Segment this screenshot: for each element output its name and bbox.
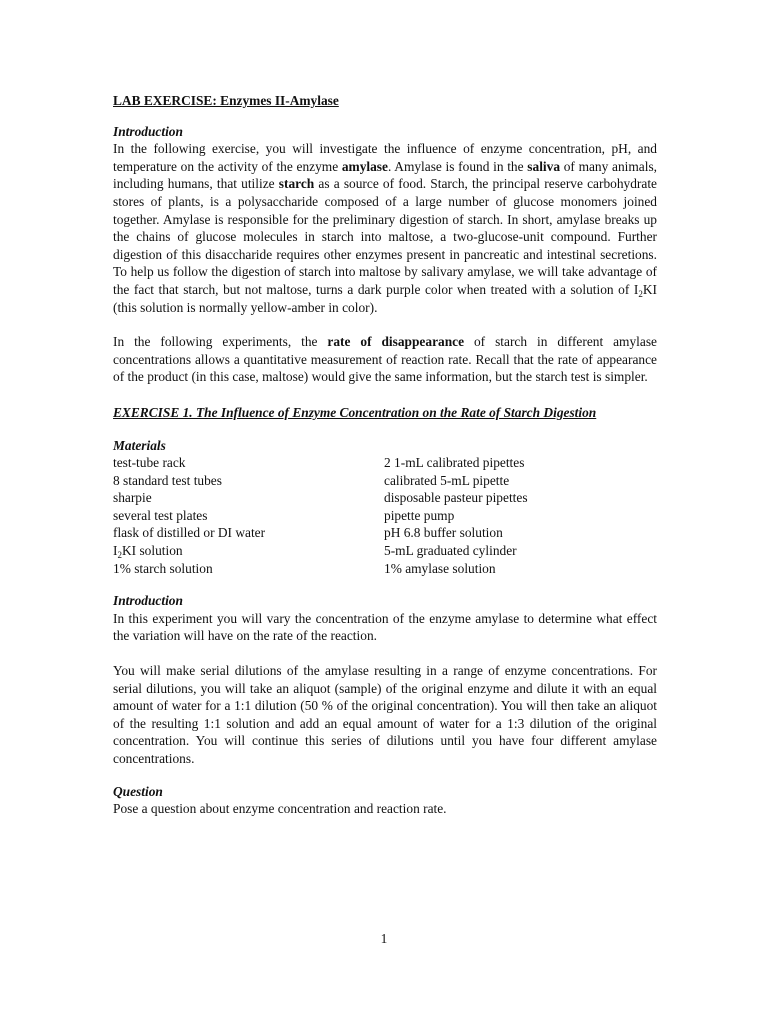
exercise-intro-heading: Introduction <box>113 593 183 609</box>
material-item-i2ki: $I_2KI$ solution <box>113 543 183 561</box>
material-item: disposable pasteur pipettes <box>384 490 528 506</box>
term-starch: starch <box>278 176 315 192</box>
material-item: flask of distilled or DI water <box>113 525 266 541</box>
material-item: 1% starch solution <box>113 560 213 576</box>
text-run: In the following exercise, you will investigate the influence of enzyme concentration, pH, and temperature on the activity of the enzyme <box>113 141 657 174</box>
term-saliva: saliva <box>527 158 561 174</box>
material-item: 8 standard test tubes <box>113 472 222 488</box>
material-item: 5-mL graduated cylinder <box>384 543 517 559</box>
question-text: Pose a question about enzyme concentration and reaction rate. <box>113 801 447 817</box>
intro-paragraph-1 <box>113 140 657 316</box>
question-heading: Question <box>113 783 163 799</box>
text-run: . Amylase is found in the <box>387 158 528 174</box>
exercise-intro-paragraph-2: You will make serial dilutions of the amylase resulting in a range of enzyme concentrations. For serial dilutions, you will take an aliquot (sample) of the original enzyme and dilute it with an equal amount of water for a 1:1 dilution (50 % of the original concentration). You will then take an aliquot of the resulting 1:1 solution and add an equal amount of water for a 1:3 dilution of the original concentration. You will continue this series of dilutions until you have four different amylase concentrations. <box>113 663 657 766</box>
text-run: of starch in different amylase concentrations allows a quantitative measurement of reaction rate. Recall that the rate of appearance of the product (in this case, maltose) would give the same information, but the starch test is simpler. <box>113 334 657 385</box>
term-rate-of-disappearance: rate of disappearance <box>327 334 465 350</box>
subscript-2: 2 <box>638 288 643 299</box>
materials-list <box>113 454 657 577</box>
text-run: (this solution is normally yellow-amber in color). <box>113 299 378 315</box>
exercise-intro-paragraph-1: In this experiment you will vary the concentration of the enzyme amylase to determine what effect the variation will have on the rate of the reaction. <box>113 610 657 644</box>
materials-heading: Materials <box>113 437 166 453</box>
subscript-2: 2 <box>117 550 122 561</box>
material-item: calibrated 5-mL pipette <box>384 472 510 488</box>
material-item: pH 6.8 buffer solution <box>384 525 503 541</box>
page-number: 1 <box>380 931 388 946</box>
iodine-symbol: I <box>633 281 639 297</box>
text-run: In the following experiments, the <box>113 334 328 350</box>
text-run: of many animals, including humans, that utilize <box>113 158 658 192</box>
intro-paragraph-2 <box>113 333 657 386</box>
material-item: several test plates <box>113 507 208 523</box>
material-item: 1% amylase solution <box>384 560 496 576</box>
material-item: sharpie <box>113 490 152 506</box>
document-title: LAB EXERCISE: Enzymes II-Amylase <box>113 93 339 108</box>
text-run: as a source of food. Starch, the principal reserve carbohydrate stores of plants, is a polysaccharide composed of a large number of glucose monomers joined together. Amylase is responsible for the preliminary digestion of starch. In short, amylase breaks up the chains of glucose molecules in starch into maltose, a two-glucose-unit compound. Further digestion of this disaccharide requires other enzymes present in pancreatic and intestinal secretions. To help us follow the digestion of starch into maltose by salivary amylase, we will take advantage of the fact that starch, but not maltose, turns a dark purple color when treated with a solution of <box>113 176 657 297</box>
material-item: test-tube rack <box>113 455 186 471</box>
exercise-1-heading: EXERCISE 1. The Influence of Enzyme Concentration on the Rate of Starch Digestion <box>113 404 597 420</box>
material-item: pipette pump <box>384 507 455 523</box>
ki-symbol: KI <box>642 281 657 297</box>
document-page <box>113 92 657 818</box>
intro-heading: Introduction <box>113 123 183 139</box>
term-amylase: amylase <box>341 158 388 174</box>
material-item: 2 1-mL calibrated pipettes <box>384 455 525 471</box>
